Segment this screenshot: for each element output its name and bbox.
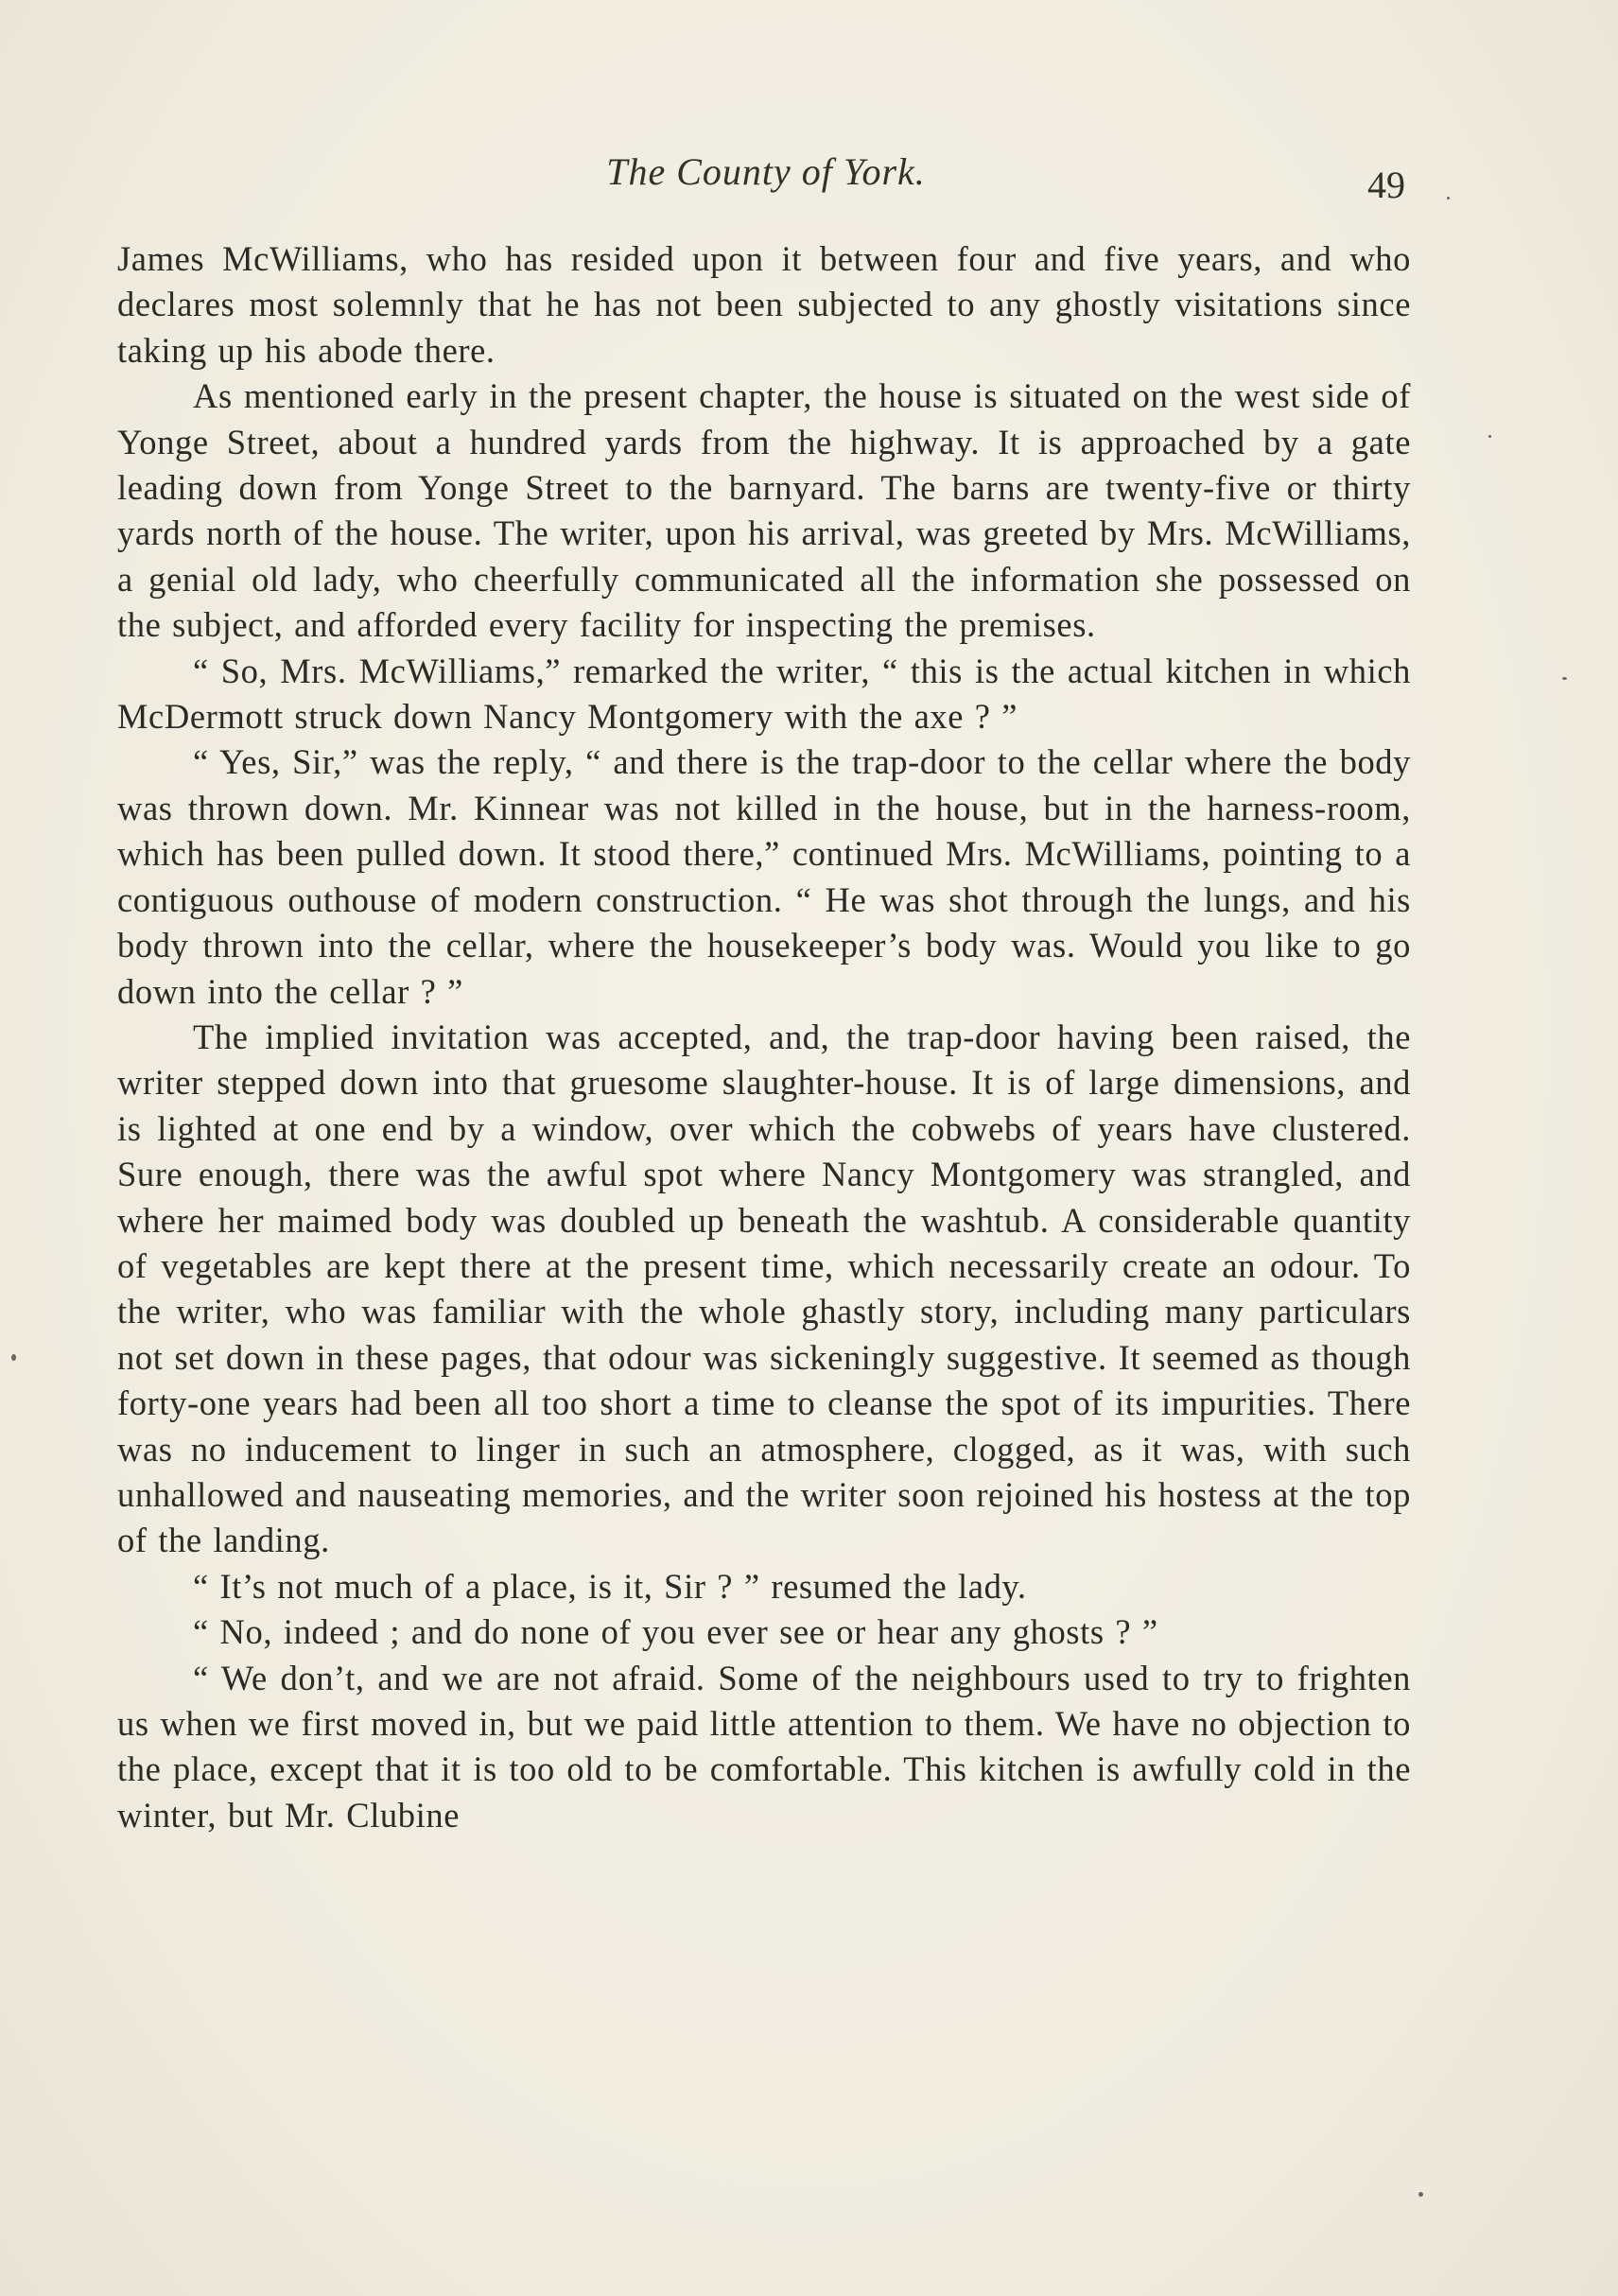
paper-speck — [1418, 2192, 1423, 2197]
paragraph-lady-question: “ It’s not much of a place, is it, Sir ? ” resumed the lady. — [193, 1566, 1027, 1606]
paragraph-ghosts-question: “ No, indeed ; and do none of you ever see or hear any ghosts ? ” — [193, 1612, 1158, 1652]
paragraph-reply-trapdoor: “ Yes, Sir,” was the reply, “ and there is the trap-door to the cellar where the body was thrown down. Mr. Kinnear was not killed in the house, but in the harness-room, which has been pulled down. It stood there,” continued Mrs. McWilliams, pointing to a contiguous outhouse of modern construction. “ He was shot through the lungs, and his body thrown into the cellar, where the housekeeper’s body was. Would you like to go down into the cellar ? ” — [117, 742, 1411, 1011]
paragraph-continuation: James McWilliams, who has resided upon it between four and five years, and who declares most solemnly that he has not been subjected to any ghostly visitations since taking up his abode there. — [117, 239, 1411, 370]
paragraph-house-location: As mentioned early in the present chapter, the house is situated on the west side of Yonge Street, about a hundred yards from the highway. It is approached by a gate leading down from Yonge Street to the barnyard. The barns are twenty-five or thirty yards north of the house. The writer, upon his arrival, was greeted by Mrs. McWilliams, a genial old lady, who cheerfully communicated all the information she possessed on the subject, and afforded every facility for inspecting the premises. — [117, 376, 1411, 645]
paragraph-cellar-visit: The implied invitation was accepted, and, the trap-door having been raised, the writer stepped down into that gruesome slaughter-house. It is of large dimensions, and is lighted at one end by a window, over which the cobwebs of years have clustered. Sure enough, there was the awful spot where Nancy Montgomery was strangled, and where her maimed body was doubled up beneath the washtub. A considerable quantity of vegetables are kept there at the present time, which necessarily create an odour. To the writer, who was familiar with the whole ghastly story, including many particulars not set down in these pages, that odour was sickeningly suggestive. It seemed as though forty-one years had been all too short a time to cleanse the spot of its impurities. There was no inducement to linger in such an atmosphere, clogged, as it was, with such unhallowed and nauseating memories, and the writer soon rejoined his hostess at the top of the landing. — [117, 1017, 1411, 1560]
paper-speck — [1447, 197, 1450, 200]
paper-speck — [11, 1354, 16, 1361]
body-text — [117, 236, 1411, 1838]
page-number: 49 — [1367, 164, 1405, 206]
paper-speck — [1488, 435, 1491, 438]
running-head-title: The County of York. — [606, 150, 926, 193]
paper-speck — [1562, 677, 1567, 680]
paragraph-question-kitchen: “ So, Mrs. McWilliams,” remarked the writer, “ this is the actual kitchen in which McDermott struck down Nancy Montgomery with the axe ? ” — [117, 651, 1411, 737]
paragraph-neighbours-reply: “ We don’t, and we are not afraid. Some of the neighbours used to try to frighten us when we first moved in, but we paid little attention to them. We have no objection to the place, except that it is too old to be comfortable. This kitchen is awfully cold in the winter, but Mr. Clubine — [117, 1658, 1411, 1835]
